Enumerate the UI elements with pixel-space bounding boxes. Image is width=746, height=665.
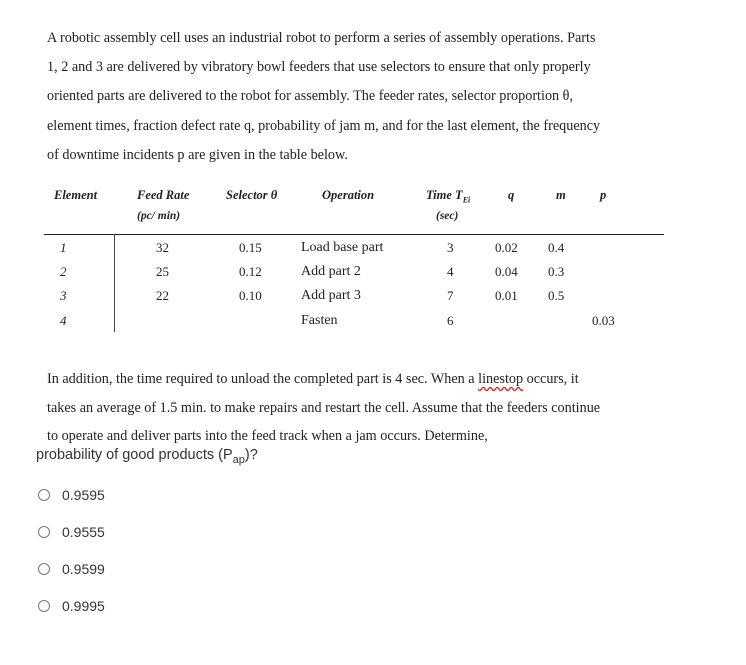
answer-option-4[interactable]	[38, 595, 105, 617]
table-cell: 1	[60, 240, 67, 255]
header-feed-rate-unit: (pc/ min)	[137, 210, 181, 222]
table-cell: Fasten	[301, 313, 338, 328]
answer-option-label: 0.9995	[62, 598, 105, 614]
table-cell: 32	[156, 240, 169, 255]
problem-intro	[47, 24, 697, 170]
table-cell: 0.5	[548, 288, 565, 303]
header-m: m	[556, 188, 566, 202]
table-cell: 0.10	[239, 288, 262, 303]
column-divider	[114, 234, 115, 332]
intro-line: element times, fraction defect rate q, probability of jam m, and for the last element, the frequency	[47, 117, 601, 134]
table-cell: 0.12	[239, 264, 262, 279]
question-prompt: probability of good products $(P_{ap})$?	[36, 447, 258, 466]
table-cell: 25	[156, 264, 169, 279]
header-q: q	[508, 188, 515, 202]
parameters-table	[44, 186, 664, 336]
tail-line: takes an average of 1.5 min. to make repairs and restart the cell. Assume that the feeders continue	[47, 399, 601, 416]
table-cell: 4	[447, 264, 454, 279]
radio-button[interactable]	[38, 526, 50, 538]
table-cell: 0.01	[495, 288, 518, 303]
header-time: Time $T_{Ei}$	[426, 188, 471, 205]
table-cell: 0.03	[592, 313, 615, 328]
table-cell: 2	[60, 264, 67, 279]
answer-option-label: 0.9555	[62, 524, 105, 540]
spellcheck-flagged-word: linestop	[478, 371, 524, 387]
header-operation: Operation	[322, 188, 375, 202]
header-p: p	[600, 188, 607, 202]
table-cell: 6	[447, 313, 454, 328]
table-cell: 0.4	[548, 240, 565, 255]
table-cell: 0.02	[495, 240, 518, 255]
header-time-unit: (sec)	[436, 210, 459, 222]
table-cell: Add part 2	[301, 264, 361, 279]
tail-line: In addition, the time required to unload the completed part is 4 sec. When a linestop occurs, it	[47, 371, 579, 387]
problem-continuation	[47, 365, 697, 451]
table-cell: 22	[156, 288, 169, 303]
header-element: Element	[54, 188, 98, 202]
table-cell: Add part 3	[301, 288, 361, 303]
intro-line: of downtime incidents p are given in the table below.	[47, 146, 348, 163]
table-cell: 0.3	[548, 264, 565, 279]
table-cell: 0.04	[495, 264, 518, 279]
header-feed-rate: Feed Rate	[137, 188, 190, 202]
tail-line: to operate and deliver parts into the feed track when a jam occurs. Determine,	[47, 428, 488, 444]
table-cell: 7	[447, 288, 454, 303]
header-rule	[44, 234, 664, 235]
radio-button[interactable]	[38, 563, 50, 575]
intro-line: 1, 2 and 3 are delivered by vibratory bowl feeders that use selectors to ensure that only properly	[47, 59, 591, 76]
radio-button[interactable]	[38, 489, 50, 501]
intro-line: oriented parts are delivered to the robot for assembly. The feeder rates, selector proportion θ,	[47, 88, 574, 105]
answer-option-1[interactable]	[38, 484, 105, 506]
table-cell: 0.15	[239, 240, 262, 255]
header-selector: Selector θ	[226, 188, 278, 202]
answer-option-2[interactable]	[38, 521, 105, 543]
table-cell: 3	[60, 288, 67, 303]
answer-option-3[interactable]	[38, 558, 105, 580]
table-cell: 4	[60, 313, 67, 328]
table-cell: 3	[447, 240, 454, 255]
intro-line: A robotic assembly cell uses an industrial robot to perform a series of assembly operations. Parts	[47, 30, 596, 46]
table-cell: Load base part	[301, 240, 384, 255]
answer-option-label: 0.9595	[62, 487, 105, 503]
answer-option-label: 0.9599	[62, 561, 105, 577]
radio-button[interactable]	[38, 600, 50, 612]
